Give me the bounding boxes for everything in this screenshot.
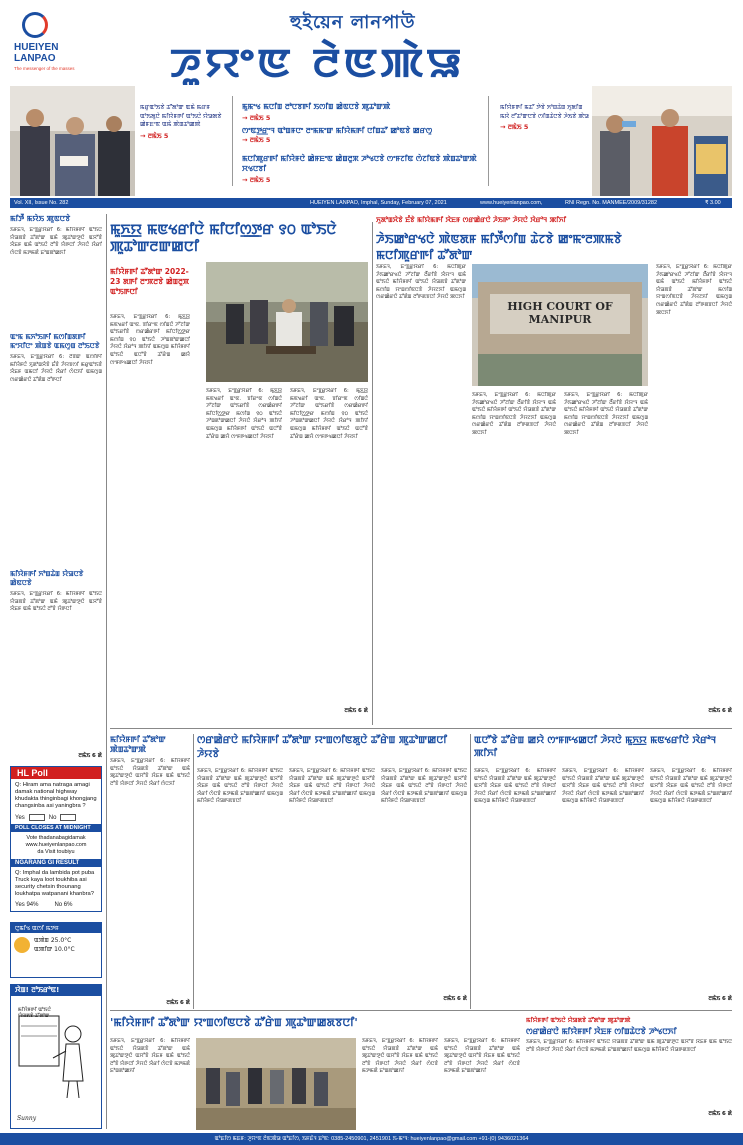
sidebar-item-3-text: ꯏꯝꯐꯥꯜ, ꯐꯦꯕ꯭ꯔꯨꯋꯥꯔꯤ 6: ꯃꯤꯌꯥꯝꯒꯤ ꯑꯣꯏꯅꯥ ꯌꯥꯎꯗꯕꯥ ꯊꯧꯗꯣꯛ ꯑꯃꯥ ꯄꯨꯊꯣꯛꯇꯨꯅꯥ ꯑꯆꯧꯕꯥ ꯋꯥꯐꯝ ꯑꯃꯥ ꯑꯣꯏꯅꯥ ꯂꯧꯕꯥ ꯌꯥꯒꯅꯤ xyxy=(10,591,102,613)
mid-left-headline[interactable]: ꯃꯤꯌꯥꯝꯒꯤ ꯊꯧꯗꯣꯛ ꯄꯥꯡꯊꯣꯛꯄꯥ xyxy=(110,734,166,754)
court-continued[interactable]: ꯂꯃꯥꯏ 6 ꯗꯥ xyxy=(708,708,732,714)
teaser-divider xyxy=(232,96,233,186)
mid-right-text-col3: ꯏꯝꯐꯥꯜ, ꯐꯦꯕ꯭ꯔꯨꯋꯥꯔꯤ 6: ꯃꯤꯌꯥꯝꯒꯤ ꯑꯣꯏꯅꯥ ꯌꯥꯎꯗꯕꯥ ꯊꯧꯗꯣꯛ ꯑꯃꯥ ꯄꯨꯊꯣꯛꯇꯨꯅꯥ ꯑꯆꯧꯕꯥ ꯋꯥꯐꯝ ꯑꯃꯥ ꯑꯣꯏꯅꯥ ꯂꯧꯕꯥ ꯌꯥꯒꯅꯤ ꯍꯥꯌꯅꯥ ꯋꯥꯔꯤ ꯁꯥꯅꯕꯥ ꯃꯇꯃꯗꯥ ꯐꯣꯡꯗꯣꯀꯈꯤ ꯑꯃꯁꯨꯡ ꯃꯤꯌꯥꯝꯅꯥ ꯌꯥꯎꯒꯗꯕꯅꯤ xyxy=(650,768,732,805)
low-right-story xyxy=(526,1016,732,1131)
poll-vote-link[interactable]: www.hueiyenlanpao.com xyxy=(25,842,87,848)
issue-price: ₹ 3.00 xyxy=(705,200,721,206)
issue-volume: Vol. XII, Issue No. 282 xyxy=(14,200,69,206)
bottom-photo xyxy=(196,1038,356,1130)
issue-rni: RNI Regn. No. MANMEE/2009/31282 xyxy=(565,200,658,206)
section-rule xyxy=(110,1010,732,1011)
teaser-story-1-text: ꯃꯔꯨꯑꯣꯏꯕꯥ ꯊꯧꯗꯣꯛ ꯑꯃꯥ ꯃꯔꯝ ꯑꯣꯏꯗꯨꯅꯥ ꯃꯤꯌꯥꯝꯒꯤ ꯑꯣꯏꯅꯥ ꯌꯥꯎꯗꯕꯥ ꯀꯥꯝꯐꯦꯟ ꯑꯃꯥ ꯄꯥꯡꯊꯣꯀꯄꯥ xyxy=(140,104,222,128)
teaser-story-1-page: → ꯂꯃꯥꯏ 5 xyxy=(140,131,169,140)
logo-line1: HUEIYEN xyxy=(14,42,59,53)
poll-result-title: NGARANG GI RESULT xyxy=(11,859,101,867)
cartoon-caption: ꯃꯤꯌꯥꯝꯒꯤ ꯑꯣꯏꯅꯥ ꯌꯥꯎꯗꯕꯥ ꯊꯧꯗꯣꯛ xyxy=(18,1007,51,1019)
sidebar-item-1-title[interactable]: ꯃꯤꯇꯩ ꯃꯌꯥꯏ ꯄꯨꯟꯅꯕꯥ xyxy=(10,214,71,223)
issue-meta: HUEIYEN LANPAO, Imphal, Sunday, February 07, 2021 xyxy=(310,200,447,206)
mid-center-continued[interactable]: ꯂꯃꯥꯏ 6 ꯗꯥ xyxy=(443,996,467,1002)
cartoon-title: ꯋꯥꯡ! ꯂꯣꯏꯔꯣꯟ! xyxy=(11,985,101,996)
mid-center-text-col1: ꯏꯝꯐꯥꯜ, ꯐꯦꯕ꯭ꯔꯨꯋꯥꯔꯤ 6: ꯃꯤꯌꯥꯝꯒꯤ ꯑꯣꯏꯅꯥ ꯌꯥꯎꯗꯕꯥ ꯊꯧꯗꯣꯛ ꯑꯃꯥ ꯄꯨꯊꯣꯛꯇꯨꯅꯥ ꯑꯆꯧꯕꯥ ꯋꯥꯐꯝ ꯑꯃꯥ ꯑꯣꯏꯅꯥ ꯂꯧꯕꯥ ꯌꯥꯒꯅꯤ ꯍꯥꯌꯅꯥ ꯋꯥꯔꯤ ꯁꯥꯅꯕꯥ ꯃꯇꯃꯗꯥ ꯐꯣꯡꯗꯣꯀꯈꯤ ꯑꯃꯁꯨꯡ ꯃꯤꯌꯥꯝꯅꯥ ꯌꯥꯎꯒꯗꯕꯅꯤ xyxy=(197,768,283,805)
sidebar-item-3-title[interactable]: ꯃꯤꯌꯥꯝꯒꯤ ꯈꯣꯡꯊꯥꯡ ꯌꯥꯎꯅꯕꯥ ꯀꯥꯟꯅꯕꯥ xyxy=(10,570,84,587)
lead-headline[interactable]: ꯃꯨꯈ꯭ꯌ ꯃꯟꯠꯔꯤꯅꯥ ꯃꯤꯅꯤꯁ꯭ꯇꯔ ꯱꯰ ꯑꯣꯏꯅꯥ ꯄꯨꯊꯣꯛꯂꯛꯀꯅꯤ xyxy=(110,222,337,255)
mid-left-text: ꯏꯝꯐꯥꯜ, ꯐꯦꯕ꯭ꯔꯨꯋꯥꯔꯤ 6: ꯃꯤꯌꯥꯝꯒꯤ ꯑꯣꯏꯅꯥ ꯌꯥꯎꯗꯕꯥ ꯊꯧꯗꯣꯛ ꯑꯃꯥ ꯄꯨꯊꯣꯛꯇꯨꯅꯥ ꯑꯆꯧꯕꯥ ꯋꯥꯐꯝ ꯑꯃꯥ ꯑꯣꯏꯅꯥ ꯂꯧꯕꯥ ꯌꯥꯒꯅꯤ ꯍꯥꯌꯅꯥ ꯋꯥꯔꯤ ꯁꯥꯅꯈꯤ xyxy=(110,758,190,787)
low-right-kicker: ꯃꯤꯌꯥꯝꯒꯤ ꯑꯣꯏꯅꯥ ꯌꯥꯎꯗꯕꯥ ꯊꯧꯗꯣꯛ ꯄꯨꯊꯣꯛꯄꯥ xyxy=(526,1017,631,1024)
court-headline[interactable]: ꯍꯥꯏꯀꯣꯔꯠꯅꯥ ꯄꯥꯟꯗꯝ ꯃꯤꯇꯩꯁꯤꯡ ꯊꯥꯖꯕꯥ ꯀꯦꯃꯦꯂꯄꯃꯕꯥ ꯃꯅꯤꯄꯨꯔꯒꯤ ꯊꯧꯗꯣꯛ xyxy=(376,232,622,262)
court-kicker: ꯈꯨꯗꯣꯡꯆꯥꯕꯥ ꯐꯪꯕꯥ ꯃꯤꯌꯥꯃꯒꯤ ꯋꯥꯐꯝ ꯁꯔꯀꯥꯔꯅꯥ ꯍꯥꯏꯒꯦ ꯍꯥꯌꯅꯥ ꯋꯥꯔꯣꯜ ꯄꯤꯈꯤ xyxy=(376,216,567,224)
bottom-headline[interactable]: 'ꯃꯤꯌꯥꯝꯒꯤ ꯊꯧꯗꯣꯛ ꯌꯦꯡꯁꯤꯟꯅꯕꯥ ꯊꯧꯔꯥꯡ ꯄꯨꯊꯣꯛꯀꯗꯕꯅꯤ' xyxy=(110,1016,358,1029)
section-rule xyxy=(110,728,732,729)
logo-line2: LANPAO xyxy=(14,53,56,64)
poll-vote-line1: Vote thadanabagidamak xyxy=(26,835,86,841)
mid-center-story xyxy=(197,734,467,1004)
teaser-photo-left xyxy=(10,86,135,196)
teaser-band xyxy=(10,86,732,196)
teaser-photo-left-image xyxy=(10,86,135,196)
teaser-story-5-text: ꯃꯤꯌꯥꯝꯒꯤ ꯃꯊꯧ ꯇꯥꯕꯥ ꯈꯣꯡꯊꯥꯡ ꯈꯨꯗꯤꯡ ꯃꯆꯥ ꯂꯧꯊꯣꯛꯅꯕꯥ ꯁꯤꯡꯊꯥꯅꯕꯥ ꯍꯥꯏꯕꯥ ꯄꯥꯎ xyxy=(500,104,589,120)
mid-right-continued[interactable]: ꯂꯃꯥꯏ 6 ꯗꯥ xyxy=(708,996,732,1002)
court-photo xyxy=(472,264,648,386)
issue-website[interactable]: www.hueiyenlanpao.com, xyxy=(480,200,543,206)
bottom-text-col3: ꯏꯝꯐꯥꯜ, ꯐꯦꯕ꯭ꯔꯨꯋꯥꯔꯤ 6: ꯃꯤꯌꯥꯝꯒꯤ ꯑꯣꯏꯅꯥ ꯌꯥꯎꯗꯕꯥ ꯊꯧꯗꯣꯛ ꯑꯃꯥ ꯄꯨꯊꯣꯛꯇꯨꯅꯥ ꯑꯆꯧꯕꯥ ꯋꯥꯐꯝ ꯑꯃꯥ ꯑꯣꯏꯅꯥ ꯂꯧꯕꯥ ꯌꯥꯒꯅꯤ ꯍꯥꯌꯅꯥ ꯋꯥꯔꯤ ꯁꯥꯅꯕꯥ ꯃꯇꯃꯗꯥ ꯐꯣꯡꯗꯣꯀꯈꯤ xyxy=(444,1038,520,1075)
teaser-story-2-headline: ꯃꯨꯃꯦꯠ ꯃꯅꯤꯡ ꯂꯣꯅꯕꯒꯤ ꯏꯁꯤꯡ ꯀꯥꯟꯅꯕꯥ ꯄꯨꯊꯣꯛꯄꯥ xyxy=(242,102,391,111)
poll-title: HL Poll xyxy=(11,767,101,779)
mid-right-text-col2: ꯏꯝꯐꯥꯜ, ꯐꯦꯕ꯭ꯔꯨꯋꯥꯔꯤ 6: ꯃꯤꯌꯥꯝꯒꯤ ꯑꯣꯏꯅꯥ ꯌꯥꯎꯗꯕꯥ ꯊꯧꯗꯣꯛ ꯑꯃꯥ ꯄꯨꯊꯣꯛꯇꯨꯅꯥ ꯑꯆꯧꯕꯥ ꯋꯥꯐꯝ ꯑꯃꯥ ꯑꯣꯏꯅꯥ ꯂꯧꯕꯥ ꯌꯥꯒꯅꯤ ꯍꯥꯌꯅꯥ ꯋꯥꯔꯤ ꯁꯥꯅꯕꯥ ꯃꯇꯃꯗꯥ ꯐꯣꯡꯗꯣꯀꯈꯤ ꯑꯃꯁꯨꯡ ꯃꯤꯌꯥꯝꯅꯥ ꯌꯥꯎꯒꯗꯕꯅꯤ xyxy=(562,768,644,805)
weather-max: ꯑꯄꯥꯡ 25.0°C xyxy=(34,937,72,944)
lead-photo-image xyxy=(206,262,368,382)
poll-result-yes: Yes 94% xyxy=(15,902,39,908)
hl-poll xyxy=(10,766,102,912)
mid-center-text-col2: ꯏꯝꯐꯥꯜ, ꯐꯦꯕ꯭ꯔꯨꯋꯥꯔꯤ 6: ꯃꯤꯌꯥꯝꯒꯤ ꯑꯣꯏꯅꯥ ꯌꯥꯎꯗꯕꯥ ꯊꯧꯗꯣꯛ ꯑꯃꯥ ꯄꯨꯊꯣꯛꯇꯨꯅꯥ ꯑꯆꯧꯕꯥ ꯋꯥꯐꯝ ꯑꯃꯥ ꯑꯣꯏꯅꯥ ꯂꯧꯕꯥ ꯌꯥꯒꯅꯤ ꯍꯥꯌꯅꯥ ꯋꯥꯔꯤ ꯁꯥꯅꯕꯥ ꯃꯇꯃꯗꯥ ꯐꯣꯡꯗꯣꯀꯈꯤ ꯑꯃꯁꯨꯡ ꯃꯤꯌꯥꯝꯅꯥ ꯌꯥꯎꯒꯗꯕꯅꯤ xyxy=(289,768,375,805)
column-rule xyxy=(106,214,107,1129)
poll-question: Q: Hiram ama natraga amagi damak national highway khudakta thinginbagi khongjang changsinba asi yaningbra ? xyxy=(15,782,97,809)
court-story xyxy=(376,216,732,726)
left-sidebar xyxy=(10,214,102,762)
mid-center-headline[interactable]: ꯁꯔꯀꯥꯔꯅꯥ ꯃꯤꯌꯥꯝꯒꯤ ꯊꯧꯗꯣꯛ ꯌꯦꯡꯁꯤꯟꯗꯨꯅꯥ ꯊꯧꯔꯥꯡ ꯄꯨꯊꯣꯛꯀꯅꯤ ꯍꯥꯌꯕꯥ xyxy=(197,735,448,760)
poll-closes-banner: POLL CLOSES AT MIDNIGHT xyxy=(11,824,101,832)
teaser-story-5-page: → ꯂꯃꯥꯏ 5 xyxy=(500,123,529,131)
column-rule xyxy=(470,734,471,1009)
lead-text-col3: ꯏꯝꯐꯥꯜ, ꯐꯦꯕ꯭ꯔꯨꯋꯥꯔꯤ 6: ꯃꯨꯈ꯭ꯌ ꯃꯟꯠꯔꯤ ꯑꯦꯟ. ꯕꯤꯔꯦꯟ ꯁꯤꯡꯅꯥ ꯍꯧꯖꯤꯛ ꯑꯣꯏꯔꯤꯕꯥ ꯁꯔꯀꯥꯔꯒꯤ ꯃꯤꯅꯤꯁ꯭ꯇꯔ ꯃꯁꯤꯡ ꯱꯰ ꯑꯣꯏꯅꯥ ꯍꯣꯡꯗꯣꯛꯀꯅꯤ ꯍꯥꯌꯅꯥ ꯋꯥꯔꯣꯜ ꯄꯤꯈꯤ ꯑꯃꯁꯨꯡ ꯃꯤꯌꯥꯝꯒꯤ ꯑꯣꯏꯅꯥ ꯑꯅꯧꯕꯥ ꯊꯧꯔꯥꯡ ꯀꯌꯥ ꯁꯦꯝꯒꯠꯀꯅꯤ ꯍꯥꯌꯈꯤ xyxy=(290,388,368,440)
column-rule xyxy=(372,222,373,725)
poll-result-no: No 6% xyxy=(54,902,73,908)
poll-result-values xyxy=(11,901,101,911)
lead-quote: ꯃꯤꯌꯥꯝꯒꯤ ꯊꯧꯗꯣꯛ 2022-23 ꯗꯒꯤ ꯂꯦꯞꯂꯕꯥ ꯀꯥꯡꯂꯨꯞ ꯑꯣꯏꯒꯅꯤ xyxy=(110,267,190,296)
footer-imprint: ꯑꯣꯐꯤꯁ ꯃꯐꯝ: ꯍꯨꯌꯦꯟ ꯂꯥꯟꯄꯥꯎ ꯑꯣꯐꯤꯁ, ꯏꯝꯐꯥꯜ ꯐꯣꯟ: 0385-2450901, 2451901 ꯏ-ꯃꯦꯜ: hueiyenlanpao@gmail.com +91-(0) 9436021364 xyxy=(0,1133,743,1145)
teaser-story-5[interactable] xyxy=(500,104,590,132)
sidebar-continued[interactable]: ꯂꯃꯥꯏ 6 ꯗꯥ xyxy=(78,753,102,759)
teaser-divider xyxy=(488,96,489,186)
mid-right-headline[interactable]: ꯑꯅꯧꯕꯥ ꯊꯧꯔꯥꯡ ꯀꯌꯥ ꯁꯦꯝꯒꯠꯀꯅꯤ ꯍꯥꯌꯅꯥ ꯃꯨꯈ꯭ꯌ ꯃꯟꯠꯔꯤꯅꯥ ꯋꯥꯔꯣꯜ ꯄꯤꯈꯤ xyxy=(474,735,717,759)
teaser-story-2-page: → ꯂꯃꯥꯏ 5 xyxy=(242,114,271,122)
column-rule xyxy=(193,734,194,1009)
weather-title: ꯅꯨꯃꯤꯠ ꯑꯁꯤ ꯃꯇꯝ xyxy=(11,923,101,933)
mid-center-text-col3: ꯏꯝꯐꯥꯜ, ꯐꯦꯕ꯭ꯔꯨꯋꯥꯔꯤ 6: ꯃꯤꯌꯥꯝꯒꯤ ꯑꯣꯏꯅꯥ ꯌꯥꯎꯗꯕꯥ ꯊꯧꯗꯣꯛ ꯑꯃꯥ ꯄꯨꯊꯣꯛꯇꯨꯅꯥ ꯑꯆꯧꯕꯥ ꯋꯥꯐꯝ ꯑꯃꯥ ꯑꯣꯏꯅꯥ ꯂꯧꯕꯥ ꯌꯥꯒꯅꯤ ꯍꯥꯌꯅꯥ ꯋꯥꯔꯤ ꯁꯥꯅꯕꯥ ꯃꯇꯃꯗꯥ ꯐꯣꯡꯗꯣꯀꯈꯤ ꯑꯃꯁꯨꯡ ꯃꯤꯌꯥꯝꯅꯥ ꯌꯥꯎꯒꯗꯕꯅꯤ xyxy=(381,768,467,805)
sidebar-item-1-text: ꯏꯝꯐꯥꯜ, ꯐꯦꯕ꯭ꯔꯨꯋꯥꯔꯤ 6: ꯃꯤꯌꯥꯝꯒꯤ ꯑꯣꯏꯅꯥ ꯌꯥꯎꯗꯕꯥ ꯊꯧꯗꯣꯛ ꯑꯃꯥ ꯄꯨꯊꯣꯛꯇꯨꯅꯥ ꯑꯆꯧꯕꯥ ꯋꯥꯐꯝ ꯑꯃꯥ ꯑꯣꯏꯅꯥ ꯂꯧꯕꯥ ꯌꯥꯒꯅꯤ ꯍꯥꯌꯅꯥ ꯋꯥꯔꯤ ꯁꯥꯅꯕꯥ ꯃꯇꯃꯗꯥ ꯐꯣꯡꯗꯣꯀꯈꯤ xyxy=(10,227,102,256)
teaser-photo-right-image xyxy=(592,86,732,196)
logo-mark-icon xyxy=(22,12,48,38)
masthead-bengali-title: হুইয়েন লানপাউ xyxy=(290,12,416,33)
newspaper-logo xyxy=(14,10,94,80)
lead-text-col2: ꯏꯝꯐꯥꯜ, ꯐꯦꯕ꯭ꯔꯨꯋꯥꯔꯤ 6: ꯃꯨꯈ꯭ꯌ ꯃꯟꯠꯔꯤ ꯑꯦꯟ. ꯕꯤꯔꯦꯟ ꯁꯤꯡꯅꯥ ꯍꯧꯖꯤꯛ ꯑꯣꯏꯔꯤꯕꯥ ꯁꯔꯀꯥꯔꯒꯤ ꯃꯤꯅꯤꯁ꯭ꯇꯔ ꯃꯁꯤꯡ ꯱꯰ ꯑꯣꯏꯅꯥ ꯍꯣꯡꯗꯣꯛꯀꯅꯤ ꯍꯥꯌꯅꯥ ꯋꯥꯔꯣꯜ ꯄꯤꯈꯤ ꯑꯃꯁꯨꯡ ꯃꯤꯌꯥꯝꯒꯤ ꯑꯣꯏꯅꯥ ꯑꯅꯧꯕꯥ ꯊꯧꯔꯥꯡ ꯀꯌꯥ ꯁꯦꯝꯒꯠꯀꯅꯤ ꯍꯥꯌꯈꯤ xyxy=(206,388,282,440)
weather-min: ꯑꯄꯤꯛ 10.0°C xyxy=(34,946,75,953)
sun-icon xyxy=(14,937,30,953)
court-text-col2: ꯏꯝꯐꯥꯜ, ꯐꯦꯕ꯭ꯔꯨꯋꯥꯔꯤ 6: ꯃꯅꯤꯄꯨꯔ ꯍꯥꯏꯀꯣꯔꯠꯅꯥ ꯍꯧꯖꯤꯛ ꯂꯩꯔꯤꯕꯥ ꯋꯥꯌꯦꯜ ꯑꯃꯥ ꯑꯣꯏꯅꯥ ꯃꯤꯌꯥꯝꯒꯤ ꯑꯣꯏꯅꯥ ꯌꯥꯎꯗꯕꯥ ꯊꯧꯗꯣꯛ ꯃꯁꯤꯡ ꯌꯦꯡꯁꯤꯟꯅꯕꯥ ꯍꯥꯌꯖꯈꯤ ꯑꯃꯁꯨꯡ ꯁꯔꯀꯥꯔꯅꯥ ꯊꯧꯗꯥꯡ ꯂꯧꯒꯗꯕꯅꯤ ꯍꯥꯌꯅꯥ ꯄꯅꯈꯤ xyxy=(472,392,556,436)
teaser-story-4-page: → ꯂꯃꯥꯏ 5 xyxy=(242,176,271,184)
poll-no-label: No xyxy=(48,814,57,821)
mid-left-story xyxy=(110,734,190,1004)
lead-story xyxy=(110,222,368,722)
mid-right-text-col1: ꯏꯝꯐꯥꯜ, ꯐꯦꯕ꯭ꯔꯨꯋꯥꯔꯤ 6: ꯃꯤꯌꯥꯝꯒꯤ ꯑꯣꯏꯅꯥ ꯌꯥꯎꯗꯕꯥ ꯊꯧꯗꯣꯛ ꯑꯃꯥ ꯄꯨꯊꯣꯛꯇꯨꯅꯥ ꯑꯆꯧꯕꯥ ꯋꯥꯐꯝ ꯑꯃꯥ ꯑꯣꯏꯅꯥ ꯂꯧꯕꯥ ꯌꯥꯒꯅꯤ ꯍꯥꯌꯅꯥ ꯋꯥꯔꯤ ꯁꯥꯅꯕꯥ ꯃꯇꯃꯗꯥ ꯐꯣꯡꯗꯣꯀꯈꯤ ꯑꯃꯁꯨꯡ ꯃꯤꯌꯥꯝꯅꯥ ꯌꯥꯎꯒꯗꯕꯅꯤ xyxy=(474,768,556,805)
court-text-col1: ꯏꯝꯐꯥꯜ, ꯐꯦꯕ꯭ꯔꯨꯋꯥꯔꯤ 6: ꯃꯅꯤꯄꯨꯔ ꯍꯥꯏꯀꯣꯔꯠꯅꯥ ꯍꯧꯖꯤꯛ ꯂꯩꯔꯤꯕꯥ ꯋꯥꯌꯦꯜ ꯑꯃꯥ ꯑꯣꯏꯅꯥ ꯃꯤꯌꯥꯝꯒꯤ ꯑꯣꯏꯅꯥ ꯌꯥꯎꯗꯕꯥ ꯊꯧꯗꯣꯛ ꯃꯁꯤꯡ ꯌꯦꯡꯁꯤꯟꯅꯕꯥ ꯍꯥꯌꯖꯈꯤ ꯑꯃꯁꯨꯡ ꯁꯔꯀꯥꯔꯅꯥ ꯊꯧꯗꯥꯡ ꯂꯧꯒꯗꯕꯅꯤ ꯍꯥꯌꯅꯥ ꯄꯅꯈꯤ xyxy=(376,264,466,301)
poll-result-question: Q: Imphal da lambida pot puba Truck kaya loot toukhiba asi security chetsin thounang loukhatpa watpanani khanbra? xyxy=(15,870,95,897)
bottom-photo-image xyxy=(196,1038,356,1130)
teaser-story-1[interactable] xyxy=(140,104,228,140)
low-right-text: ꯏꯝꯐꯥꯜ, ꯐꯦꯕ꯭ꯔꯨꯋꯥꯔꯤ 6: ꯃꯤꯌꯥꯝꯒꯤ ꯑꯣꯏꯅꯥ ꯌꯥꯎꯗꯕꯥ ꯊꯧꯗꯣꯛ ꯑꯃꯥ ꯄꯨꯊꯣꯛꯇꯨꯅꯥ ꯑꯆꯧꯕꯥ ꯋꯥꯐꯝ ꯑꯃꯥ ꯑꯣꯏꯅꯥ ꯂꯧꯕꯥ ꯌꯥꯒꯅꯤ ꯍꯥꯌꯅꯥ ꯋꯥꯔꯤ ꯁꯥꯅꯕꯥ ꯃꯇꯃꯗꯥ ꯐꯣꯡꯗꯣꯀꯈꯤ ꯑꯃꯁꯨꯡ ꯃꯤꯌꯥꯝꯅꯥ ꯌꯥꯎꯒꯗꯕꯅꯤ xyxy=(526,1039,732,1053)
cartoon-box xyxy=(10,984,102,1129)
poll-vote-line3: da Visit toubiyu xyxy=(37,849,75,855)
court-text-col4: ꯏꯝꯐꯥꯜ, ꯐꯦꯕ꯭ꯔꯨꯋꯥꯔꯤ 6: ꯃꯅꯤꯄꯨꯔ ꯍꯥꯏꯀꯣꯔꯠꯅꯥ ꯍꯧꯖꯤꯛ ꯂꯩꯔꯤꯕꯥ ꯋꯥꯌꯦꯜ ꯑꯃꯥ ꯑꯣꯏꯅꯥ ꯃꯤꯌꯥꯝꯒꯤ ꯑꯣꯏꯅꯥ ꯌꯥꯎꯗꯕꯥ ꯊꯧꯗꯣꯛ ꯃꯁꯤꯡ ꯌꯦꯡꯁꯤꯟꯅꯕꯥ ꯍꯥꯌꯖꯈꯤ ꯑꯃꯁꯨꯡ ꯁꯔꯀꯥꯔꯅꯥ ꯊꯧꯗꯥꯡ ꯂꯧꯒꯗꯕꯅꯤ ꯍꯥꯌꯅꯥ ꯄꯅꯈꯤ xyxy=(656,264,732,316)
teaser-story-3-headline: ꯁꯦꯟꯇ꯭ꯔꯦꯜ ꯑꯣꯡꯝꯅꯦ ꯂꯦꯃꯃꯦꯛ ꯃꯤꯌꯥꯃꯒꯤ ꯅꯤꯡꯊꯧ ꯀꯣꯟꯕꯥ ꯀꯔꯁꯨ xyxy=(242,126,433,135)
mid-right-story xyxy=(474,734,732,1004)
issue-info-bar xyxy=(10,198,732,208)
low-right-headline[interactable]: ꯁꯔꯀꯥꯔꯅꯥ ꯃꯤꯌꯥꯝꯒꯤ ꯋꯥꯐꯝ ꯁꯤꯡꯊꯥꯅꯕꯥ ꯍꯣꯠꯅꯈꯤ xyxy=(526,1026,677,1036)
poll-vote-instructions xyxy=(11,832,101,859)
poll-yes-label: Yes xyxy=(15,814,25,821)
masthead-main-title: ꯍꯨꯌꯦꯟ ꯂꯥꯟꯄꯥꯎ xyxy=(170,40,465,87)
low-right-continued[interactable]: ꯂꯃꯥꯏ 6 ꯗꯥ xyxy=(708,1111,732,1117)
teaser-story-4-headline: ꯃꯅꯤꯄꯨꯔꯒꯤ ꯃꯤꯌꯥꯝꯅꯥ ꯀꯥꯝꯐꯦꯟ ꯀꯥꯡꯂꯨꯞ ꯍꯣꯠꯅꯕꯥ ꯁꯦꯝꯖꯤꯟ ꯁꯥꯖꯤꯟꯕꯥ ꯄꯥꯡꯊꯣꯛꯄꯥ ꯆꯠꯅꯕꯤ xyxy=(242,154,477,173)
lead-continued[interactable]: ꯂꯃꯥꯏ 6 ꯗꯥ xyxy=(344,708,368,714)
cartoon-signature: Sunny xyxy=(17,1115,37,1122)
low-center-story xyxy=(110,1016,520,1131)
mid-left-continued[interactable]: ꯂꯃꯥꯏ 6 ꯗꯥ xyxy=(166,1000,190,1006)
teaser-story-3-page: → ꯂꯃꯥꯏ 5 xyxy=(242,136,271,144)
sidebar-item-2-title[interactable]: ꯑꯦꯃ ꯃꯈꯣꯏꯒꯤ ꯃꯁꯤꯡꯗꯒꯤ ꯃꯦꯆꯤꯅꯦ ꯄꯥꯡꯕꯥ ꯑꯃꯁꯨꯡ ꯂꯣꯏꯅꯕꯥ xyxy=(10,333,100,350)
court-text-col3: ꯏꯝꯐꯥꯜ, ꯐꯦꯕ꯭ꯔꯨꯋꯥꯔꯤ 6: ꯃꯅꯤꯄꯨꯔ ꯍꯥꯏꯀꯣꯔꯠꯅꯥ ꯍꯧꯖꯤꯛ ꯂꯩꯔꯤꯕꯥ ꯋꯥꯌꯦꯜ ꯑꯃꯥ ꯑꯣꯏꯅꯥ ꯃꯤꯌꯥꯝꯒꯤ ꯑꯣꯏꯅꯥ ꯌꯥꯎꯗꯕꯥ ꯊꯧꯗꯣꯛ ꯃꯁꯤꯡ ꯌꯦꯡꯁꯤꯟꯅꯕꯥ ꯍꯥꯌꯖꯈꯤ ꯑꯃꯁꯨꯡ ꯁꯔꯀꯥꯔꯅꯥ ꯊꯧꯗꯥꯡ ꯂꯧꯒꯗꯕꯅꯤ ꯍꯥꯌꯅꯥ ꯄꯅꯈꯤ xyxy=(564,392,648,436)
bottom-text-col2: ꯏꯝꯐꯥꯜ, ꯐꯦꯕ꯭ꯔꯨꯋꯥꯔꯤ 6: ꯃꯤꯌꯥꯝꯒꯤ ꯑꯣꯏꯅꯥ ꯌꯥꯎꯗꯕꯥ ꯊꯧꯗꯣꯛ ꯑꯃꯥ ꯄꯨꯊꯣꯛꯇꯨꯅꯥ ꯑꯆꯧꯕꯥ ꯋꯥꯐꯝ ꯑꯃꯥ ꯑꯣꯏꯅꯥ ꯂꯧꯕꯥ ꯌꯥꯒꯅꯤ ꯍꯥꯌꯅꯥ ꯋꯥꯔꯤ ꯁꯥꯅꯕꯥ ꯃꯇꯃꯗꯥ ꯐꯣꯡꯗꯣꯀꯈꯤ xyxy=(362,1038,438,1075)
logo-tagline: The messenger of the masses xyxy=(14,66,75,71)
masthead xyxy=(0,0,743,87)
weather-box xyxy=(10,922,102,978)
court-sign: HIGH COURT OF MANIPUR xyxy=(507,300,613,326)
lead-text-col1: ꯏꯝꯐꯥꯜ, ꯐꯦꯕ꯭ꯔꯨꯋꯥꯔꯤ 6: ꯃꯨꯈ꯭ꯌ ꯃꯟꯠꯔꯤ ꯑꯦꯟ. ꯕꯤꯔꯦꯟ ꯁꯤꯡꯅꯥ ꯍꯧꯖꯤꯛ ꯑꯣꯏꯔꯤꯕꯥ ꯁꯔꯀꯥꯔꯒꯤ ꯃꯤꯅꯤꯁ꯭ꯇꯔ ꯃꯁꯤꯡ ꯱꯰ ꯑꯣꯏꯅꯥ ꯍꯣꯡꯗꯣꯛꯀꯅꯤ ꯍꯥꯌꯅꯥ ꯋꯥꯔꯣꯜ ꯄꯤꯈꯤ ꯑꯃꯁꯨꯡ ꯃꯤꯌꯥꯝꯒꯤ ꯑꯣꯏꯅꯥ ꯑꯅꯧꯕꯥ ꯊꯧꯔꯥꯡ ꯀꯌꯥ ꯁꯦꯝꯒꯠꯀꯅꯤ ꯍꯥꯌꯈꯤ xyxy=(110,314,190,366)
poll-no-checkbox[interactable] xyxy=(60,814,76,821)
poll-yes-checkbox[interactable] xyxy=(29,814,45,821)
bottom-text-col1: ꯏꯝꯐꯥꯜ, ꯐꯦꯕ꯭ꯔꯨꯋꯥꯔꯤ 6: ꯃꯤꯌꯥꯝꯒꯤ ꯑꯣꯏꯅꯥ ꯌꯥꯎꯗꯕꯥ ꯊꯧꯗꯣꯛ ꯑꯃꯥ ꯄꯨꯊꯣꯛꯇꯨꯅꯥ ꯑꯆꯧꯕꯥ ꯋꯥꯐꯝ ꯑꯃꯥ ꯑꯣꯏꯅꯥ ꯂꯧꯕꯥ ꯌꯥꯒꯅꯤ ꯍꯥꯌꯅꯥ ꯋꯥꯔꯤ ꯁꯥꯅꯕꯥ ꯃꯇꯃꯗꯥ ꯐꯣꯡꯗꯣꯀꯈꯤ xyxy=(110,1038,190,1075)
teaser-photo-right xyxy=(592,86,732,196)
lead-photo xyxy=(206,262,368,382)
poll-options xyxy=(11,813,101,824)
sidebar-item-2-text: ꯏꯝꯐꯥꯜ, ꯐꯦꯕ꯭ꯔꯨꯋꯥꯔꯤ 6: ꯂꯩꯕꯥꯛ ꯑꯁꯤꯒꯤ ꯃꯤꯌꯥꯝꯅꯥ ꯈꯨꯗꯣꯡꯆꯥꯕꯥ ꯐꯪꯕꯥ ꯍꯥꯌꯕꯁꯤ ꯃꯔꯨꯑꯣꯏꯕꯥ ꯋꯥꯐꯝ ꯑꯃꯅꯤ ꯍꯥꯌꯅꯥ ꯋꯥꯔꯤ ꯁꯥꯅꯈꯤ ꯑꯃꯁꯨꯡ ꯁꯔꯀꯥꯔꯅꯥ ꯊꯧꯗꯥꯡ ꯂꯧꯒꯅꯤ xyxy=(10,354,102,383)
